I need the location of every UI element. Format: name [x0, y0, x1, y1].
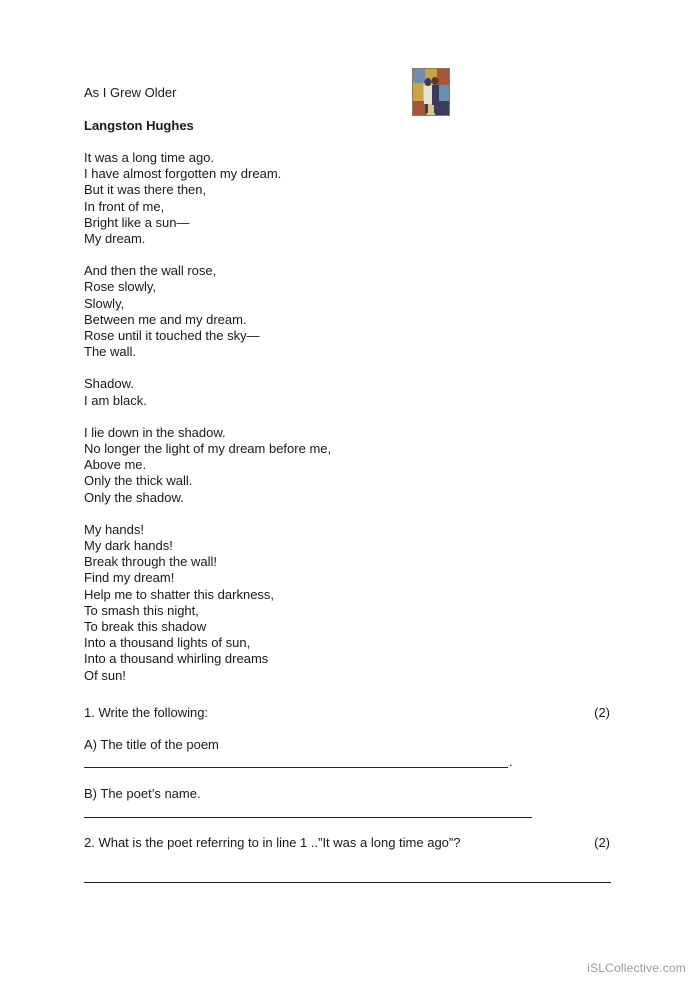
poem-line: Above me. — [84, 457, 147, 473]
stanza — [84, 150, 504, 247]
poem-line: Break through the wall! — [84, 554, 217, 570]
poem-line: The wall. — [84, 344, 137, 360]
poem-line: I am black. — [84, 392, 147, 408]
poem-line: Rose until it touched the sky— — [84, 328, 260, 344]
stanza — [84, 263, 504, 360]
answer-line-1b[interactable] — [84, 817, 532, 818]
poem-line: To smash this night, — [84, 602, 199, 618]
poem-line: Between me and my dream. — [84, 311, 247, 327]
stanza — [84, 425, 504, 506]
question-2-marks: (2) — [594, 835, 610, 850]
poem-line: Bright like a sun— — [84, 214, 190, 230]
poem-line: Into a thousand lights of sun, — [84, 635, 251, 651]
poem-line: And then the wall rose, — [84, 263, 217, 279]
poem-line: Find my dream! — [84, 570, 175, 586]
question-1-text: 1. Write the following: — [84, 705, 209, 720]
question-1a-text: A) The title of the poem — [84, 737, 219, 752]
poem-line: Only the shadow. — [84, 489, 184, 505]
answer-line-1a-end: . — [509, 754, 513, 769]
poem-line: Of sun! — [84, 667, 126, 683]
poem-line: I lie down in the shadow. — [84, 424, 226, 440]
poem-line: My dark hands! — [84, 538, 173, 554]
question-1a — [84, 737, 610, 753]
question-1b — [84, 786, 610, 802]
poem-line: It was a long time ago. — [84, 150, 215, 165]
poem-body — [84, 150, 504, 700]
poem-line: Into a thousand whirling dreams — [84, 651, 269, 667]
poet-name: Langston Hughes — [84, 118, 194, 133]
poem-line: Slowly, — [84, 295, 125, 311]
stanza — [84, 522, 504, 684]
poem-line: Only the thick wall. — [84, 473, 193, 489]
poem-line: Help me to shatter this darkness, — [84, 586, 275, 602]
answer-line-2[interactable] — [84, 882, 611, 883]
answer-line-1a[interactable] — [84, 767, 508, 768]
poem-line: But it was there then, — [84, 182, 207, 198]
poem-line: My dream. — [84, 231, 146, 247]
painting-thumbnail-icon — [412, 68, 450, 116]
site-watermark: iSLCollective.com — [587, 961, 686, 975]
question-1 — [84, 705, 610, 721]
stanza — [84, 376, 504, 408]
poem-title: As I Grew Older — [84, 85, 177, 100]
poem-line: In front of me, — [84, 198, 165, 214]
question-1b-text: B) The poet’s name. — [84, 786, 201, 801]
question-1-marks: (2) — [594, 705, 610, 720]
question-2-text: 2. What is the poet referring to in line 1 ..”It was a long time ago”? — [84, 835, 461, 850]
poem-line: No longer the light of my dream before me, — [84, 441, 332, 457]
poem-line: To break this shadow — [84, 619, 207, 635]
poem-line: I have almost forgotten my dream. — [84, 166, 282, 182]
poem-line: My hands! — [84, 521, 144, 537]
question-2 — [84, 835, 610, 851]
poem-line: Shadow. — [84, 376, 134, 392]
poem-line: Rose slowly, — [84, 279, 157, 295]
